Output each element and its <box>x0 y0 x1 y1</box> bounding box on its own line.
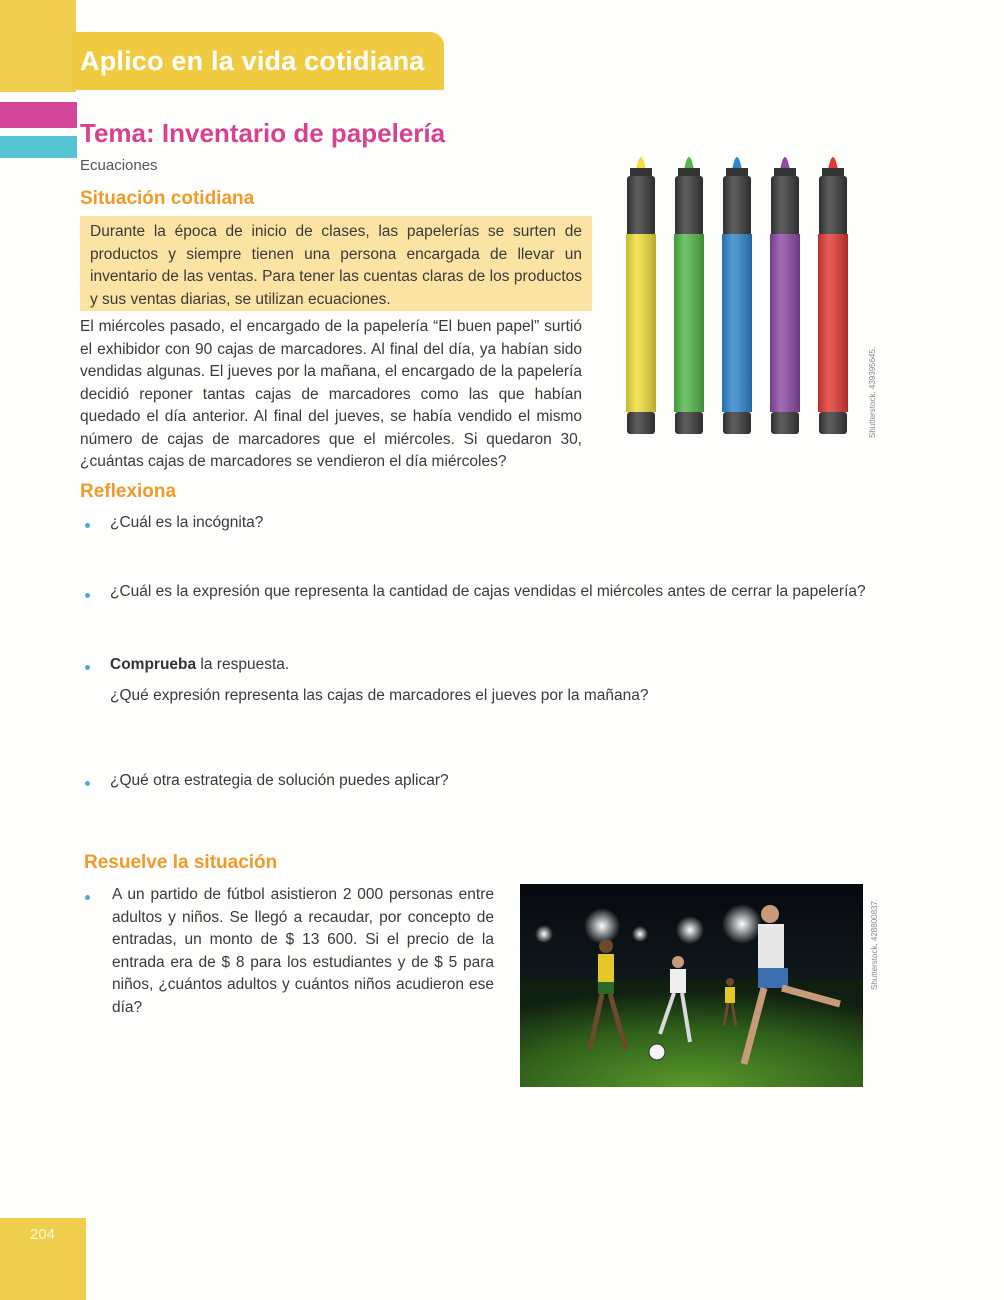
markers-image <box>612 140 872 450</box>
situacion-text: Durante la época de inicio de clases, las papelerías se surten de productos y siempre tienen una persona encargada de llevar un inventario de las ventas. Para tener las cuentas claras de los productos y sus ventas diarias, se utilizan ecuaciones. <box>90 223 582 308</box>
problem-text: El miércoles pasado, el encargado de la papelería “El buen papel” surtió el exhibidor con 90 cajas de marcadores. Al final del día, ya habían sido vendidas algunas. El jueves por la mañana, el encargado de la papelería decidió reponer tantas cajas de marcadores como las que habían quedado el día anterior. Al final del jueves, se había vendido el mismo número de cajas de marcadores que el miércoles. Si quedaron 30, ¿cuántas cajas de marcadores se vendieron el día miércoles? <box>80 318 582 470</box>
marker-5 <box>818 157 848 434</box>
marker-1 <box>626 157 656 434</box>
question-expresion: ¿Cuál es la expresión que representa la cantidad de cajas vendidas el miércoles antes de cerrar la papelería? <box>110 583 866 600</box>
marker-3 <box>722 157 752 434</box>
situacion-heading: Situación cotidiana <box>80 188 255 209</box>
markers-credit: Shutterstock, 439395645. <box>868 346 877 438</box>
situacion-box <box>80 216 592 311</box>
question-estrategia: ¿Qué otra estrategia de solución puedes aplicar? <box>110 772 449 789</box>
bullet-icon <box>85 895 90 900</box>
stadium-light <box>535 925 553 943</box>
bullet-icon <box>85 781 90 786</box>
soccer-image <box>520 884 863 1087</box>
pink-accent-bar <box>0 102 77 128</box>
question-jueves: ¿Qué expresión representa las cajas de marcadores el jueves por la mañana? <box>110 687 649 704</box>
stadium-light <box>676 916 704 944</box>
reflexiona-heading: Reflexiona <box>80 481 177 502</box>
comprueba-rest: la respuesta. <box>196 656 290 673</box>
resuelve-heading: Resuelve la situación <box>84 852 278 873</box>
question-incognita: ¿Cuál es la incógnita? <box>110 514 264 531</box>
resuelve-text: A un partido de fútbol asistieron 2 000 personas entre adultos y niños. Se llegó a recaudar, por concepto de entradas, un monto de $ 13 600. Si el precio de la entrada era de $ 8 para los estudiantes y de $ 5 para niños, ¿cuántos adultos y cuántos niños acudieron ese día? <box>112 886 494 1016</box>
marker-2 <box>674 157 704 434</box>
page-number: 204 <box>30 1226 56 1243</box>
stadium-light <box>722 904 762 944</box>
cyan-accent-bar <box>0 136 77 158</box>
comprueba-bold: Comprueba <box>110 656 197 673</box>
stadium-light <box>632 926 648 942</box>
bullet-icon <box>85 665 90 670</box>
left-color-strip <box>0 0 76 92</box>
bullet-icon <box>85 593 90 598</box>
topic-title: Tema: Inventario de papelería <box>80 118 446 148</box>
question-comprueba <box>110 656 289 674</box>
banner-title: Aplico en la vida cotidiana <box>80 46 425 76</box>
bullet-icon <box>85 523 90 528</box>
marker-4 <box>770 157 800 434</box>
soccer-ball-icon <box>649 1044 665 1060</box>
stadium-light <box>584 908 620 944</box>
soccer-credit: Shutterstock, 428800837. <box>870 898 879 990</box>
topic-subtitle: Ecuaciones <box>80 157 158 174</box>
